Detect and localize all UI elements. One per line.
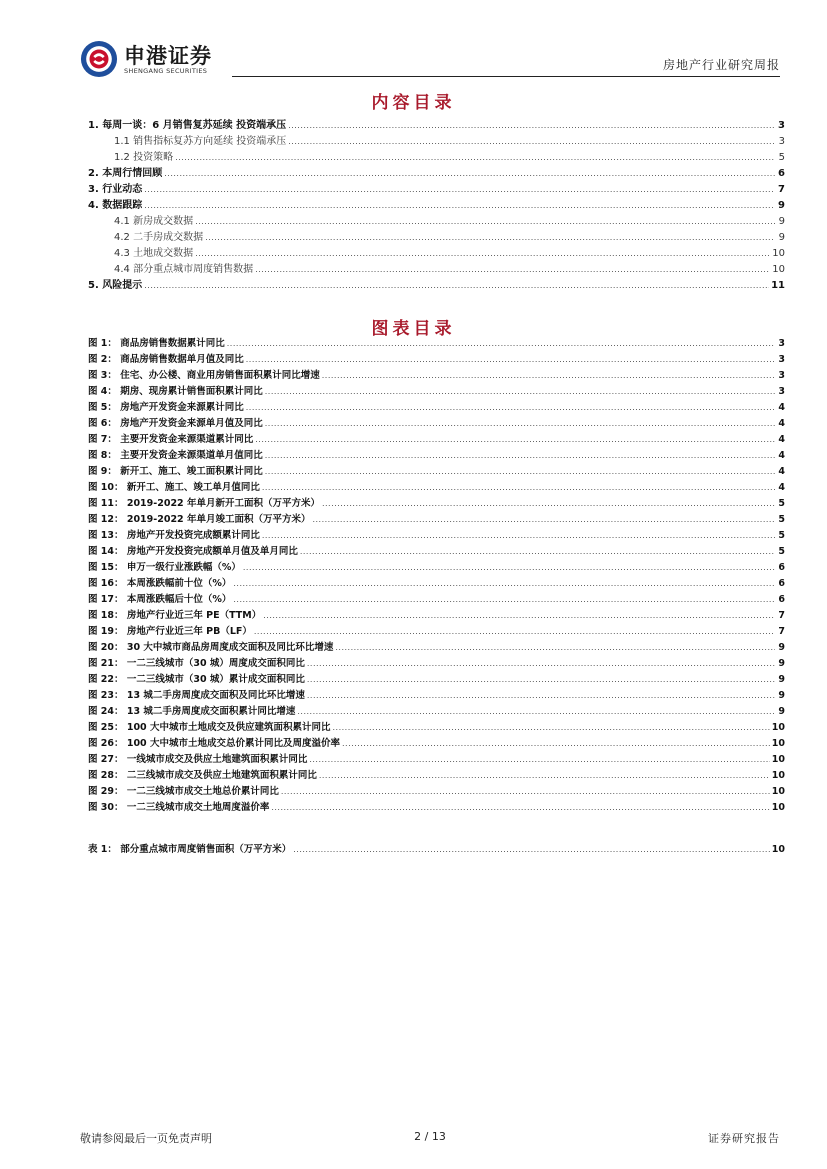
toc-dot-leader	[246, 352, 775, 368]
toc-entry-label: 图 17： 本周涨跌幅后十位（%）	[88, 594, 232, 605]
toc-entry-label: 4.1 新房成交数据	[114, 216, 194, 227]
toc-entry-page: 7	[778, 184, 785, 195]
toc-entry-label: 图 12： 2019-2022 年单月竣工面积（万平方米）	[88, 514, 311, 525]
toc-entry-label: 图 30： 一二三线城市成交土地周度溢价率	[88, 802, 270, 813]
toc-entry-label: 图 19： 房地产行业近三年 PB（LF）	[88, 626, 252, 637]
toc-entry-page: 9	[778, 200, 785, 211]
report-type-label: 房地产行业研究周报	[662, 58, 780, 72]
toc-entry[interactable]	[88, 432, 785, 448]
toc-entry[interactable]	[88, 672, 785, 688]
toc-dot-leader	[265, 448, 775, 464]
toc-dot-leader	[254, 624, 775, 640]
toc-entry-label: 图 5： 房地产开发资金来源累计同比	[88, 402, 244, 413]
toc-entry-label: 1.2 投资策略	[114, 152, 174, 163]
toc-entry-page: 3	[778, 120, 785, 131]
toc-entry-label: 表 1： 部分重点城市周度销售面积（万平方米）	[88, 844, 292, 855]
toc-entry-page: 3	[778, 354, 785, 365]
toc-entry-label: 图 6： 房地产开发资金来源单月值及同比	[88, 418, 263, 429]
toc-entry-page: 10	[771, 844, 785, 855]
toc-dot-leader	[322, 368, 775, 384]
toc-entry-label: 图 24： 13 城二手房周度成交面积累计同比增速	[88, 706, 296, 717]
toc-entry-page: 4	[778, 434, 785, 445]
toc-entry[interactable]	[88, 336, 785, 352]
company-name-en: SHENGANG SECURITIES	[124, 67, 208, 75]
toc-entry[interactable]	[88, 752, 785, 768]
toc-entry-page: 10	[772, 264, 785, 275]
toc-entry-page: 4	[778, 482, 785, 493]
toc-entry-page: 10	[772, 248, 785, 259]
toc-entry[interactable]	[88, 576, 785, 592]
toc-entry-page: 7	[778, 626, 785, 637]
toc-entry[interactable]	[88, 416, 785, 432]
toc-entry-label: 3. 行业动态	[88, 184, 143, 195]
toc-dot-leader	[255, 432, 775, 448]
toc-entry[interactable]	[88, 688, 785, 704]
toc-entry[interactable]	[88, 214, 785, 230]
toc-entry-page: 3	[778, 338, 785, 349]
toc-entry-page: 3	[778, 386, 785, 397]
toc-entry-page: 7	[778, 610, 785, 621]
toc-entry-label: 图 26： 100 大中城市土地成交总价累计同比及周度溢价率	[88, 738, 340, 749]
toc-entry[interactable]	[88, 768, 785, 784]
footer-report-kind: 证券研究报告	[708, 1132, 780, 1145]
toc-entry-page: 10	[771, 786, 785, 797]
toc-entry-page: 6	[778, 578, 785, 589]
toc-entry[interactable]	[88, 400, 785, 416]
toc-entry[interactable]	[88, 480, 785, 496]
header-divider	[232, 76, 780, 77]
toc-entry-label: 图 16： 本周涨跌幅前十位（%）	[88, 578, 232, 589]
toc-entry-page: 10	[771, 738, 785, 749]
toc-dot-leader	[195, 214, 775, 230]
toc-dot-leader	[307, 672, 775, 688]
toc-entry-label: 图 28： 二三线城市成交及供应土地建筑面积累计同比	[88, 770, 317, 781]
toc-entry[interactable]	[88, 182, 785, 198]
toc-entry-label: 1. 每周一谈：6 月销售复苏延续 投资端承压	[88, 120, 287, 131]
toc-entry-label: 图 8： 主要开发资金来源渠道单月值同比	[88, 450, 263, 461]
toc-entry-label: 图 13： 房地产开发投资完成额累计同比	[88, 530, 260, 541]
toc-entry-label: 图 27： 一线城市成交及供应土地建筑面积累计同比	[88, 754, 308, 765]
toc-entry-page: 9	[778, 216, 785, 227]
toc-dot-leader	[309, 752, 769, 768]
toc-entry[interactable]	[88, 150, 785, 166]
toc-entry-page: 5	[778, 514, 785, 525]
page-header	[80, 36, 780, 80]
toc-entry-page: 4	[778, 402, 785, 413]
toc-entry-page: 4	[778, 466, 785, 477]
toc-dot-leader	[262, 528, 775, 544]
toc-entry-page: 5	[778, 498, 785, 509]
toc-entry[interactable]	[88, 496, 785, 512]
toc-entry-label: 图 21： 一二三线城市（30 城）周度成交面积同比	[88, 658, 305, 669]
toc-dot-leader	[262, 480, 775, 496]
toc-entry[interactable]	[88, 230, 785, 246]
company-logo-icon	[80, 40, 118, 78]
toc-dot-leader	[195, 246, 770, 262]
toc-entry-label: 图 2： 商品房销售数据单月值及同比	[88, 354, 244, 365]
toc-entry[interactable]	[88, 842, 785, 858]
toc-entry-label: 图 18： 房地产行业近三年 PE（TTM）	[88, 610, 262, 621]
toc-entry[interactable]	[88, 656, 785, 672]
toc-entry-page: 3	[778, 136, 785, 147]
toc-dot-leader	[293, 842, 770, 858]
toc-dot-leader	[335, 640, 775, 656]
toc-dot-leader	[243, 560, 775, 576]
toc-dot-leader	[300, 544, 775, 560]
figures-list	[88, 336, 785, 816]
toc-dot-leader	[233, 576, 775, 592]
toc-entry-label: 图 29： 一二三线城市成交土地总价累计同比	[88, 786, 279, 797]
toc-dot-leader	[255, 262, 770, 278]
toc-dot-leader	[322, 496, 775, 512]
toc-entry[interactable]	[88, 134, 785, 150]
toc-entry-label: 5. 风险提示	[88, 280, 143, 291]
toc-entry[interactable]	[88, 560, 785, 576]
toc-dot-leader	[288, 118, 775, 134]
company-name-cn: 申港证券	[124, 44, 212, 68]
toc-dot-leader	[144, 182, 775, 198]
toc-dot-leader	[271, 800, 769, 816]
toc-entry-page: 5	[778, 546, 785, 557]
toc-entry[interactable]	[88, 784, 785, 800]
toc-dot-leader	[144, 198, 775, 214]
contents-title: 内容目录	[371, 93, 456, 113]
toc-dot-leader	[297, 704, 775, 720]
toc-entry[interactable]	[88, 262, 785, 278]
toc-entry-page: 10	[771, 770, 785, 781]
toc-dot-leader	[164, 166, 775, 182]
toc-entry-page: 10	[771, 802, 785, 813]
toc-entry-page: 5	[778, 152, 785, 163]
toc-dot-leader	[312, 512, 775, 528]
toc-entry[interactable]	[88, 528, 785, 544]
toc-entry[interactable]	[88, 352, 785, 368]
toc-entry-label: 4. 数据跟踪	[88, 200, 143, 211]
toc-dot-leader	[265, 416, 775, 432]
toc-entry-label: 4.3 土地成交数据	[114, 248, 194, 259]
toc-entry-label: 图 3： 住宅、办公楼、商业用房销售面积累计同比增速	[88, 370, 320, 381]
toc-dot-leader	[332, 720, 769, 736]
toc-entry[interactable]	[88, 736, 785, 752]
toc-entry[interactable]	[88, 720, 785, 736]
toc-entry-page: 10	[771, 754, 785, 765]
toc-dot-leader	[281, 784, 770, 800]
toc-entry-label: 2. 本周行情回顾	[88, 168, 163, 179]
toc-entry[interactable]	[88, 166, 785, 182]
footer-disclaimer[interactable]: 敬请参阅最后一页免责声明	[80, 1132, 212, 1145]
toc-entry-label: 图 22： 一二三线城市（30 城）累计成交面积同比	[88, 674, 305, 685]
toc-entry[interactable]	[88, 118, 785, 134]
toc-entry-label: 图 10： 新开工、施工、竣工单月值同比	[88, 482, 260, 493]
toc-entry-page: 4	[778, 418, 785, 429]
toc-entry-page: 9	[778, 706, 785, 717]
toc-entry-page: 6	[778, 594, 785, 605]
toc-entry-page: 10	[771, 722, 785, 733]
toc-entry-label: 4.2 二手房成交数据	[114, 232, 204, 243]
toc-dot-leader	[265, 464, 775, 480]
toc-dot-leader	[263, 608, 775, 624]
toc-entry[interactable]	[88, 608, 785, 624]
toc-entry-page: 4	[778, 450, 785, 461]
toc-dot-leader	[233, 592, 775, 608]
toc-dot-leader	[307, 656, 775, 672]
toc-entry-page: 6	[778, 168, 785, 179]
toc-entry[interactable]	[88, 246, 785, 262]
toc-entry-page: 9	[778, 642, 785, 653]
toc-dot-leader	[205, 230, 775, 246]
toc-dot-leader	[227, 336, 775, 352]
toc-entry-page: 11	[771, 280, 785, 291]
toc-entry-label: 图 1： 商品房销售数据累计同比	[88, 338, 225, 349]
toc-entry[interactable]	[88, 800, 785, 816]
toc-entry-page: 6	[778, 562, 785, 573]
toc-entry[interactable]	[88, 512, 785, 528]
toc-entry-label: 图 14： 房地产开发投资完成额单月值及单月同比	[88, 546, 298, 557]
toc-entry-label: 图 9： 新开工、施工、竣工面积累计同比	[88, 466, 263, 477]
toc-entry-label: 图 11： 2019-2022 年单月新开工面积（万平方米）	[88, 498, 320, 509]
figures-title: 图表目录	[371, 319, 456, 339]
footer-page-number: 2 / 13	[414, 1130, 446, 1143]
toc-entry-page: 3	[778, 370, 785, 381]
toc-dot-leader	[307, 688, 775, 704]
toc-entry-label: 图 23： 13 城二手房周度成交面积及同比环比增速	[88, 690, 305, 701]
tables-list	[88, 842, 785, 858]
toc-entry-label: 图 15： 申万一级行业涨跌幅（%）	[88, 562, 241, 573]
toc-dot-leader	[265, 384, 775, 400]
toc-entry[interactable]	[88, 278, 785, 294]
toc-entry[interactable]	[88, 198, 785, 214]
toc-dot-leader	[144, 278, 769, 294]
toc-entry[interactable]	[88, 544, 785, 560]
toc-entry-label: 1.1 销售指标复苏方向延续 投资端承压	[114, 136, 287, 147]
toc-entry-page: 9	[778, 658, 785, 669]
toc-entry[interactable]	[88, 592, 785, 608]
toc-entry[interactable]	[88, 368, 785, 384]
toc-dot-leader	[342, 736, 770, 752]
toc-entry-label: 图 7： 主要开发资金来源渠道累计同比	[88, 434, 254, 445]
toc-entry[interactable]	[88, 448, 785, 464]
toc-entry-label: 图 25： 100 大中城市土地成交及供应建筑面积累计同比	[88, 722, 331, 733]
toc-entry-page: 9	[778, 232, 785, 243]
toc-entry-page: 9	[778, 690, 785, 701]
toc-entry[interactable]	[88, 464, 785, 480]
toc-dot-leader	[246, 400, 775, 416]
toc-entry-label: 4.4 部分重点城市周度销售数据	[114, 264, 254, 275]
toc-dot-leader	[288, 134, 775, 150]
toc-dot-leader	[175, 150, 775, 166]
toc-entry-page: 9	[778, 674, 785, 685]
toc-entry-page: 5	[778, 530, 785, 541]
contents-list	[88, 118, 785, 294]
toc-dot-leader	[319, 768, 770, 784]
toc-entry[interactable]	[88, 640, 785, 656]
toc-entry[interactable]	[88, 624, 785, 640]
toc-entry[interactable]	[88, 704, 785, 720]
toc-entry[interactable]	[88, 384, 785, 400]
toc-entry-label: 图 4： 期房、现房累计销售面积累计同比	[88, 386, 263, 397]
toc-entry-label: 图 20： 30 大中城市商品房周度成交面积及同比环比增速	[88, 642, 334, 653]
